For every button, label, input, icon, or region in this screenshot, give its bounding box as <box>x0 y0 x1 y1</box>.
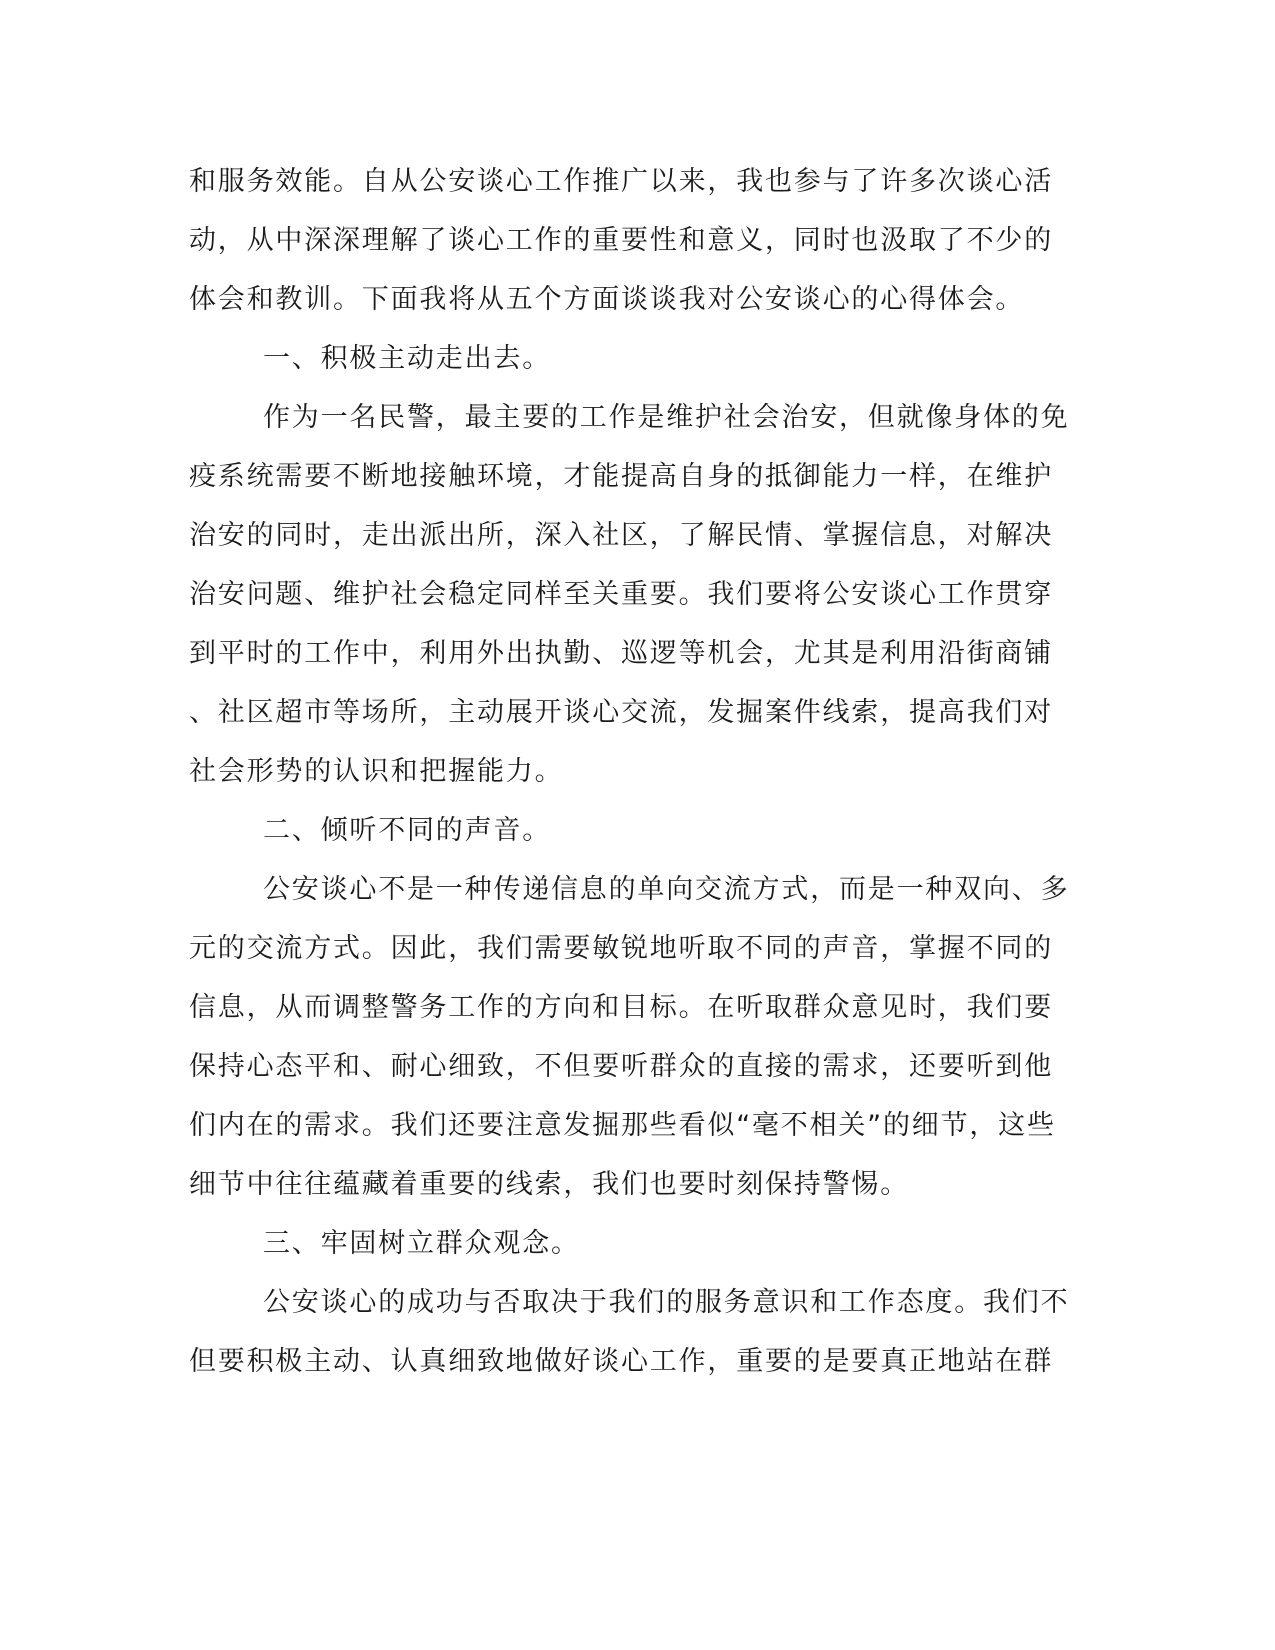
text-line: 元的交流方式。因此，我们需要敏锐地听取不同的声音，掌握不同的 <box>189 933 1053 964</box>
text-line: 治安问题、维护社会稳定同样至关重要。我们要将公安谈心工作贯穿 <box>189 579 1053 610</box>
text-line: 但要积极主动、认真细致地做好谈心工作，重要的是要真正地站在群 <box>189 1346 1053 1377</box>
text-line: 社会形势的认识和把握能力。 <box>189 756 564 787</box>
text-line: 信息，从而调整警务工作的方向和目标。在听取群众意见时，我们要 <box>189 992 1053 1023</box>
text-line: 公安谈心的成功与否取决于我们的服务意识和工作态度。我们不 <box>263 1287 1070 1318</box>
text-line: 动，从中深深理解了谈心工作的重要性和意义，同时也汲取了不少的 <box>189 225 1053 256</box>
text-line: 公安谈心不是一种传递信息的单向交流方式，而是一种双向、多 <box>263 874 1070 905</box>
text-line: 体会和教训。下面我将从五个方面谈谈我对公安谈心的心得体会。 <box>189 284 1025 315</box>
text-line: 治安的同时，走出派出所，深入社区，了解民情、掌握信息，对解决 <box>189 520 1053 551</box>
text-line: 细节中往往蕴藏着重要的线索，我们也要时刻保持警惕。 <box>189 1169 909 1200</box>
text-line: 疫系统需要不断地接触环境，才能提高自身的抵御能力一样，在维护 <box>189 461 1053 492</box>
text-line: 保持心态平和、耐心细致，不但要听群众的直接的需求，还要听到他 <box>189 1051 1053 1082</box>
text-line: 到平时的工作中，利用外出执勤、巡逻等机会，尤其是利用沿街商铺 <box>189 638 1053 669</box>
text-line: 作为一名民警，最主要的工作是维护社会治安，但就像身体的免 <box>263 402 1070 433</box>
section-heading-3: 三、牢固树立群众观念。 <box>263 1228 580 1259</box>
section-heading-2: 二、倾听不同的声音。 <box>263 815 551 846</box>
text-line: 们内在的需求。我们还要注意发掘那些看似“毫不相关”的细节，这些 <box>189 1110 1056 1141</box>
section-heading-1: 一、积极主动走出去。 <box>263 343 551 374</box>
text-line: 、社区超市等场所，主动展开谈心交流，发掘案件线索，提高我们对 <box>189 697 1053 728</box>
text-line: 和服务效能。自从公安谈心工作推广以来，我也参与了许多次谈心活 <box>189 166 1053 197</box>
